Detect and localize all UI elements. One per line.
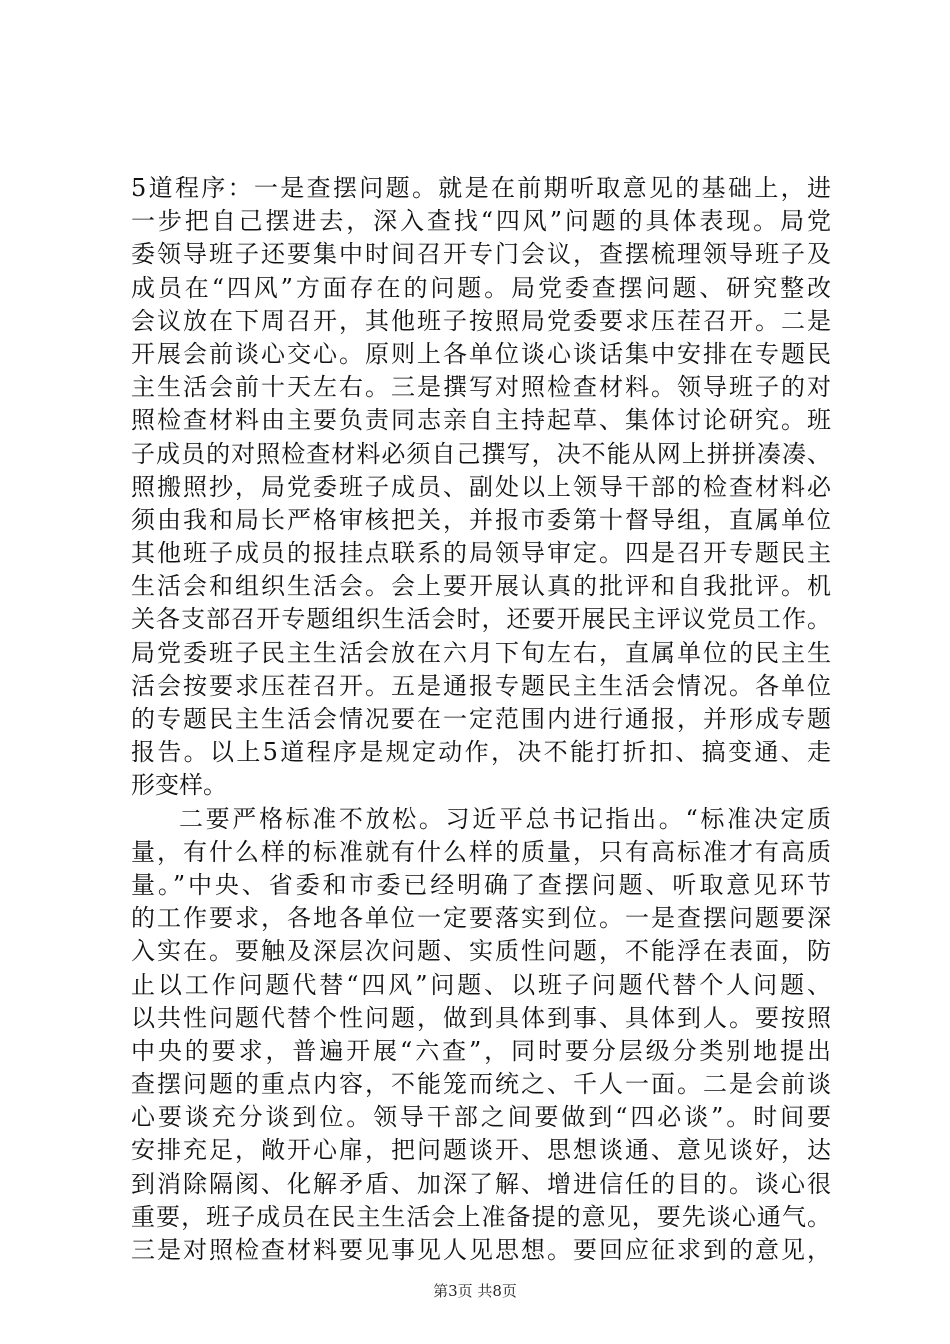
text-line: 报告。以上5道程序是规定动作，决不能打折扣、搞变通、走 xyxy=(131,738,831,767)
text-line: 照检查材料由主要负责同志亲自主持起草、集体讨论研究。班 xyxy=(131,406,831,435)
text-line: 成员在“四风”方面存在的问题。局党委查摆问题、研究整改 xyxy=(131,273,831,302)
text-line: 以共性问题代替个性问题，做到具体到事、具体到人。要按照 xyxy=(131,1003,831,1032)
text-line: 子成员的对照检查材料必须自己撰写，决不能从网上拼拼凑凑、 xyxy=(131,439,831,468)
text-line: 关各支部召开专题组织生活会时，还要开展民主评议党员工作。 xyxy=(131,605,831,634)
text-line: 重要，班子成员在民主生活会上准备提的意见，要先谈心通气。 xyxy=(131,1202,831,1231)
text-line: 活会按要求压茬召开。五是通报专题民主生活会情况。各单位 xyxy=(131,671,831,700)
text-line: 会议放在下周召开，其他班子按照局党委要求压茬召开。二是 xyxy=(131,306,831,335)
text-line: 入实在。要触及深层次问题、实质性问题，不能浮在表面，防 xyxy=(131,937,831,966)
text-line: 心要谈充分谈到位。领导干部之间要做到“四必谈”。时间要 xyxy=(131,1103,831,1132)
text-line: 三是对照检查材料要见事见人见思想。要回应征求到的意见， xyxy=(131,1236,831,1264)
text-line: 照搬照抄，局党委班子成员、副处以上领导干部的检查材料必 xyxy=(131,472,831,501)
text-line: 形变样。 xyxy=(131,771,227,800)
text-line: 生活会和组织生活会。会上要开展认真的批评和自我批评。机 xyxy=(131,572,831,601)
text-line: 中央的要求，普遍开展“六查”，同时要分层级分类别地提出 xyxy=(131,1036,831,1065)
paragraph-first-line: 二要严格标准不放松。习近平总书记指出。“标准决定质 xyxy=(179,804,831,833)
text-line: 主生活会前十天左右。三是撰写对照检查材料。领导班子的对 xyxy=(131,373,831,402)
text-line: 须由我和局长严格审核把关，并报市委第十督导组，直属单位 xyxy=(131,505,831,534)
text-line: 查摆问题的重点内容，不能笼而统之、千人一面。二是会前谈 xyxy=(131,1070,831,1099)
text-line: 安排充足，敞开心扉，把问题谈开、思想谈通、意见谈好，达 xyxy=(131,1136,831,1165)
page-number-footer: 第3页 共8页 xyxy=(433,1282,517,1300)
text-line: 到消除隔阂、化解矛盾、加深了解、增进信任的目的。谈心很 xyxy=(131,1169,831,1198)
text-line: 的专题民主生活会情况要在一定范围内进行通报，并形成专题 xyxy=(131,705,831,733)
text-line: 量。”中央、省委和市委已经明确了查摆问题、听取意见环节 xyxy=(131,870,831,899)
text-line: 的工作要求，各地各单位一定要落实到位。一是查摆问题要深 xyxy=(131,904,831,933)
text-line: 局党委班子民主生活会放在六月下旬左右，直属单位的民主生 xyxy=(131,638,831,667)
text-line: 其他班子成员的报挂点联系的局领导审定。四是召开专题民主 xyxy=(131,539,831,568)
text-line: 止以工作问题代替“四风”问题、以班子问题代替个人问题、 xyxy=(131,970,831,999)
text-line: 5道程序：一是查摆问题。就是在前期听取意见的基础上，进 xyxy=(131,174,831,202)
text-line: 量，有什么样的标准就有什么样的质量，只有高标准才有高质 xyxy=(131,837,831,866)
text-line: 开展会前谈心交心。原则上各单位谈心谈话集中安排在专题民 xyxy=(131,339,831,368)
text-line: 一步把自己摆进去，深入查找“四风”问题的具体表现。局党 xyxy=(131,207,831,236)
text-line: 委领导班子还要集中时间召开专门会议，查摆梳理领导班子及 xyxy=(131,240,831,269)
body-text xyxy=(131,172,831,1267)
